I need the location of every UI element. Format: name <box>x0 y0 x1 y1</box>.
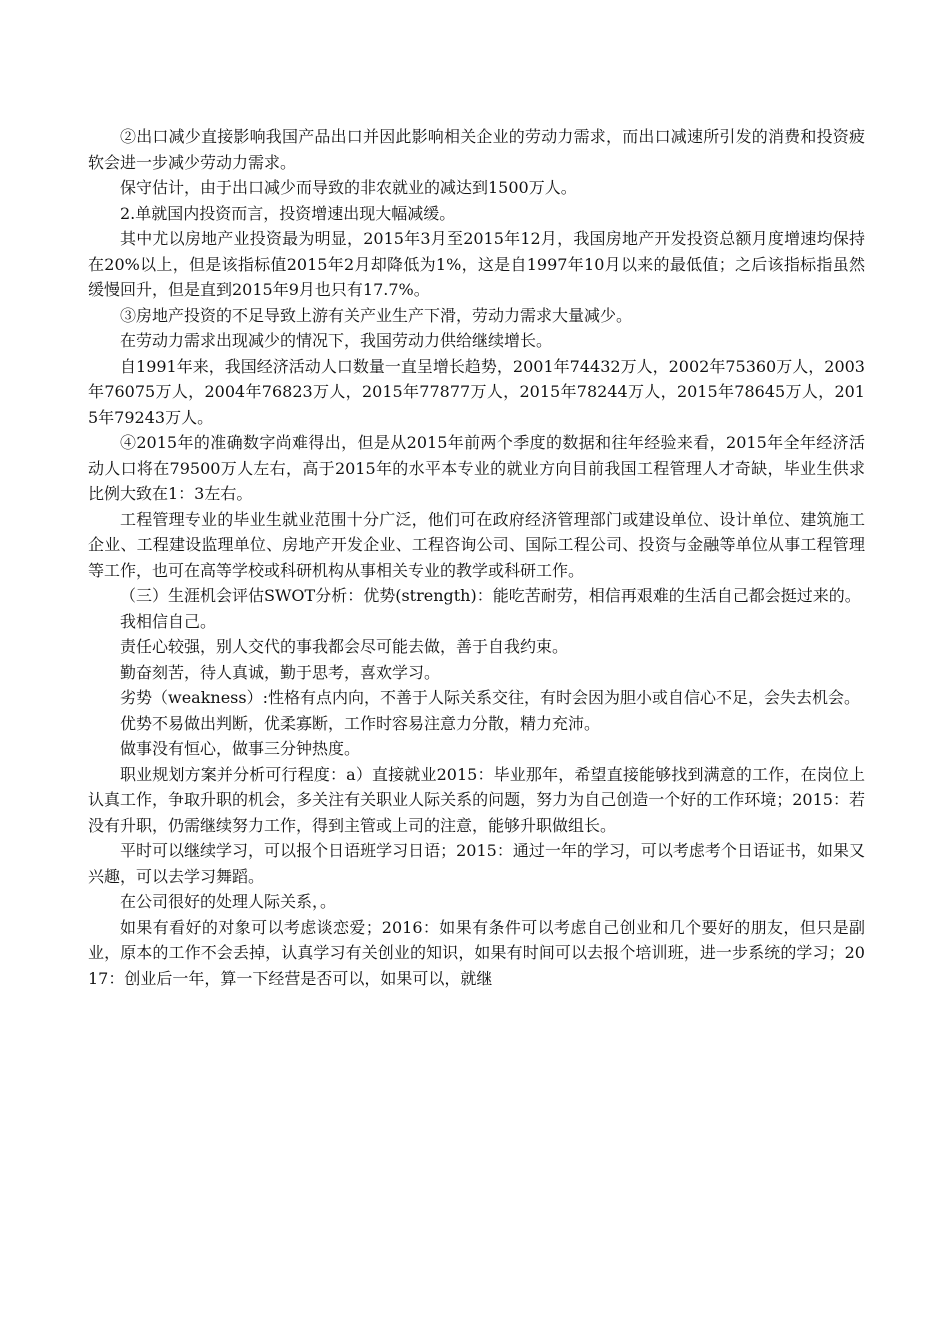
paragraph-self-belief: 我相信自己。 <box>120 611 217 631</box>
paragraph-continued-study: 平时可以继续学习，可以报个日语班学习日语；2015：通过一年的学习，可以考虑考个日语证书，如果又兴趣，可以去学习舞蹈。 <box>88 841 865 886</box>
paragraph-real-estate-investment: 其中尤以房地产业投资最为明显，2015年3月至2015年12月，我国房地产开发投资总额月度增速均保持在20%以上，但是该指标值2015年2月却降低为1%，这是自1997年10月以来的最低值；之后该指标指虽然缓慢回升，但是直到2015年9月也只有17.7%。 <box>88 229 865 299</box>
paragraph-labor-supply: 在劳动力需求出现减少的情况下，我国劳动力供给继续增长。 <box>120 331 553 350</box>
paragraph-entrepreneurship: 如果有看好的对象可以考虑谈恋爱；2016：如果有条件可以考虑自己创业和几个要好的朋友，但只是副业，原本的工作不会丢掉，认真学习有关创业的知识，如果有时间可以去报个培训班，进一步系统的学习；2017：创业后一年，算一下经营是否可以，如果可以，就继 <box>88 917 865 988</box>
paragraph-perseverance: 做事没有恒心，做事三分钟热度。 <box>120 739 361 758</box>
paragraph-career-plan: 职业规划方案并分析可行程度：a）直接就业2015：毕业那年，希望直接能够找到满意的工作，在岗位上认真工作，争取升职的机会，多关注有关职业人际关系的问题，努力为自己创造一个好的工作环境；2015：若没有升职，仍需继续努力工作，得到主管或上司的注意，能够升职做组长。 <box>88 764 865 835</box>
paragraph-economically-active-population: 自1991年来，我国经济活动人口数量一直呈增长趋势，2001年74432万人，2002年75360万人，2003年76075万人，2004年76823万人，2015年77877万人，2015年78244万人，2015年78645万人，2015年79243万人。 <box>88 356 865 427</box>
paragraph-graduate-employment-scope: 工程管理专业的毕业生就业范围十分广泛，他们可在政府经济管理部门或建设单位、设计单位、建筑施工企业、工程建设监理单位、房地产开发企业、工程咨询公司、国际工程公司、投资与金融等单位从事工程管理等工作，也可在高等学校或科研机构从事相关专业的教学或科研工作。 <box>88 509 865 580</box>
paragraph-conservative-estimate: 保守估计，由于出口减少而导致的非农就业的减达到1500万人。 <box>120 178 577 197</box>
paragraph-interpersonal: 在公司很好的处理人际关系，。 <box>120 892 337 911</box>
paragraph-swot-weakness: 劣势（weakness）:性格有点内向，不善于人际关系交往，有时会因为胆小或自信心不足，会失去机会。 <box>120 688 860 707</box>
document-body <box>88 124 865 991</box>
paragraph-real-estate-shortfall: ③房地产投资的不足导致上游有关产业生产下滑，劳动力需求大量减少。 <box>120 305 633 325</box>
paragraph-diligence: 勤奋刻苦，待人真诚，勤于思考，喜欢学习。 <box>120 662 441 682</box>
paragraph-domestic-investment: 2.单就国内投资而言，投资增速出现大幅减缓。 <box>120 203 456 223</box>
paragraph-export-impact: ②出口减少直接影响我国产品出口并因此影响相关企业的劳动力需求，而出口减速所引发的消费和投资疲软会进一步减少劳动力需求。 <box>88 127 865 172</box>
paragraph-2015-estimate: ④2015年的准确数字尚难得出，但是从2015年前两个季度的数据和往年经验来看，2015年全年经济活动人口将在79500万人左右，高于2015年的水平本专业的就业方向目前我国工程管理人才奇缺，毕业生供求比例大致在1：3左右。 <box>88 433 865 503</box>
paragraph-indecision: 优势不易做出判断，优柔寡断，工作时容易注意力分散，精力充沛。 <box>120 713 601 733</box>
paragraph-swot-strength: （三）生涯机会评估SWOT分析：优势(strength)：能吃苦耐劳，相信再艰难的生活自己都会挺过来的。 <box>120 586 861 605</box>
paragraph-responsibility: 责任心较强，别人交代的事我都会尽可能去做，善于自我约束。 <box>120 637 569 656</box>
